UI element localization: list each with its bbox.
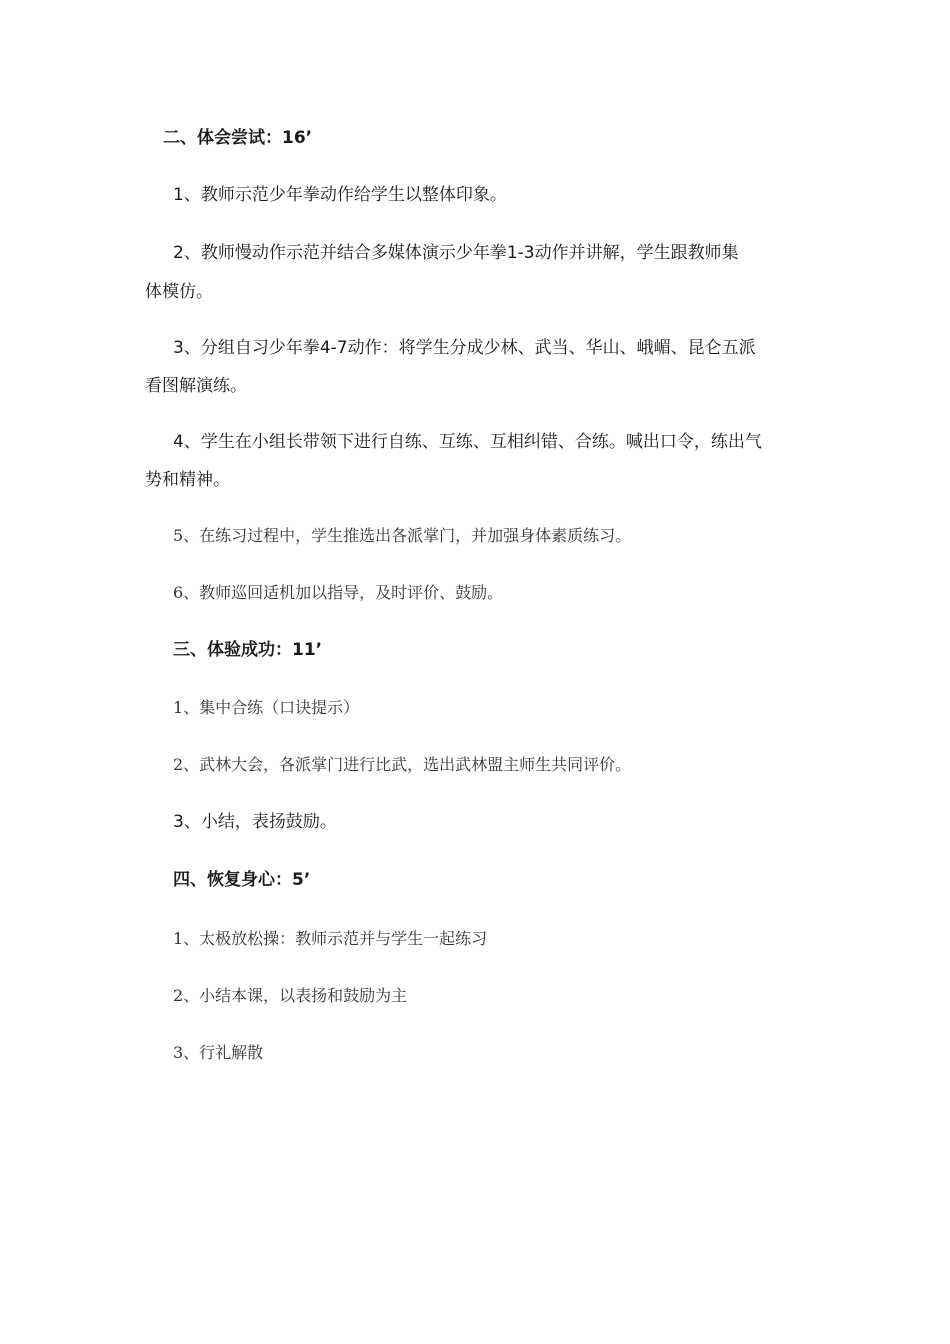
section-4-item-2: 2、小结本课，以表扬和鼓励为主 (173, 986, 408, 1005)
section-2-item-4-line-2: 势和精神。 (145, 470, 230, 490)
section-2-item-2-line-2: 体模仿。 (145, 282, 213, 302)
section-3-heading: 三、体验成功：11’ (173, 640, 323, 660)
section-2-item-5: 5、在练习过程中，学生推选出各派掌门，并加强身体素质练习。 (173, 526, 632, 545)
section-3-item-3: 3、小结，表扬鼓励。 (173, 812, 337, 832)
section-2-item-4-line-1: 4、学生在小组长带领下进行自练、互练、互相纠错、合练。喊出口令，练出气 (173, 432, 762, 452)
section-3-item-1: 1、集中合练（口诀提示） (173, 698, 360, 717)
section-2-heading: 二、体会尝试：16’ (163, 128, 313, 148)
section-2-item-1: 1、教师示范少年拳动作给学生以整体印象。 (173, 185, 507, 205)
section-2-item-6: 6、教师巡回适机加以指导，及时评价、鼓励。 (173, 583, 504, 602)
section-2-item-3-line-2: 看图解演练。 (145, 376, 247, 396)
section-2-item-2-line-1: 2、教师慢动作示范并结合多媒体演示少年拳1-3动作并讲解，学生跟教师集 (173, 243, 739, 263)
section-4-item-1: 1、太极放松操：教师示范并与学生一起练习 (173, 929, 488, 948)
section-4-item-3: 3、行礼解散 (173, 1043, 264, 1062)
section-2-item-3-line-1: 3、分组自习少年拳4-7动作：将学生分成少林、武当、华山、峨嵋、昆仑五派 (173, 338, 756, 358)
section-3-item-2: 2、武林大会，各派掌门进行比武，选出武林盟主师生共同评价。 (173, 755, 632, 774)
section-4-heading: 四、恢复身心：5’ (173, 870, 311, 890)
